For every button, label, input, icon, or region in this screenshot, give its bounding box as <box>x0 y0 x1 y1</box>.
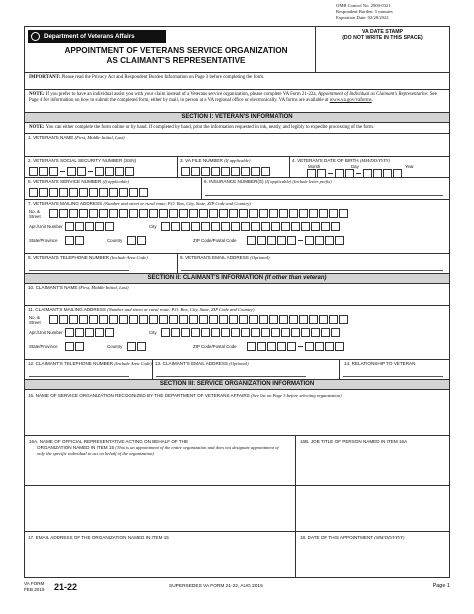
va-file-number-hint: (If applicable) <box>224 158 251 163</box>
relationship-label: 14. RELATIONSHIP TO VETERAN <box>344 361 416 366</box>
claimant-contact-row <box>25 360 449 380</box>
veteran-state-boxes[interactable] <box>65 236 85 245</box>
veteran-email-label: 9. VETERAN'S EMAIL ADDRESS <box>180 255 249 260</box>
veteran-phone-label: 8. VETERAN'S TELEPHONE NUMBER <box>28 255 109 260</box>
claimant-name-field[interactable] <box>25 284 449 306</box>
claimant-city-boxes[interactable] <box>161 328 341 337</box>
section-1-note-text: You can either complete the form online or by hand. If completed by hand, print the information requested in ink, neatly, and legibly to expedite processing of the form. <box>45 125 375 130</box>
va-date-stamp-area <box>315 27 449 72</box>
omb-control: OMB Control No. 2900-0321 <box>336 3 391 8</box>
claimant-name-hint: (First, Middle Initial, Last) <box>78 285 129 290</box>
job-title-label: 16B. JOB TITLE OF PERSON NAMED IN ITEM 16A <box>300 439 408 444</box>
veteran-city-label: City <box>149 224 157 229</box>
appointment-date-label: 18. DATE OF THIS APPOINTMENT <box>300 535 374 540</box>
va-file-number-label: 3. VA FILE NUMBER <box>180 158 223 163</box>
veteran-address-hint: (Number and street or rural route, P.O. Box, City, State, ZIP Code and Country) <box>103 201 251 206</box>
veteran-address-block <box>25 200 449 254</box>
section-1-header: SECTION I: VETERAN'S INFORMATION <box>25 113 449 123</box>
form-number: 21-22 <box>54 582 78 592</box>
representative-input-area[interactable] <box>25 486 449 532</box>
claimant-address-block <box>25 306 449 360</box>
claimant-address-label: 11. CLAIMANT'S MAILING ADDRESS <box>28 307 106 312</box>
note-representative: NOTE: If you prefer to have an individual assist you with your claim instead of a Veterans service organization, please complete VA Form 21-22a, Appointment of Individual as Claimant's Representative. See Page 4 for information on how to submit the completed form, either by mail, in person at a VA regional office or electronically. VA forms are available at www.va.gov/vaforms. <box>25 90 449 113</box>
veteran-street-label-1: No. & <box>29 209 40 214</box>
claimant-phone-input[interactable] <box>29 376 129 377</box>
veteran-apt-label: Apt./Unit Number <box>29 224 63 229</box>
important-lead: IMPORTANT: <box>29 75 61 80</box>
service-number-boxes[interactable] <box>29 188 149 197</box>
form-title <box>31 46 321 66</box>
service-insurance-row <box>25 178 449 200</box>
vaforms-link[interactable]: www.va.gov/vaforms <box>329 98 372 104</box>
org-email-label: 17. EMAIL ADDRESS OF THE ORGANIZATION NAMED IN ITEM 15 <box>28 535 169 540</box>
claimant-email-hint: (Optional) <box>229 361 249 366</box>
appointment-date-hint: (MM/DD/YYYY) <box>374 535 405 540</box>
omb-info <box>336 3 466 21</box>
veteran-name-label: 1. VETERAN'S NAME <box>28 135 74 140</box>
claimant-phone-label: 12. CLAIMANT'S TELEPHONE NUMBER <box>28 361 114 366</box>
dob-hint: (MM/DD/YYYY) <box>359 158 390 163</box>
veteran-email-hint: (Optional) <box>250 255 270 260</box>
claimant-email-input[interactable] <box>156 376 306 377</box>
stamp-note: (DO NOT WRITE IN THIS SPACE) <box>342 35 423 41</box>
insurance-number-input[interactable] <box>205 195 443 196</box>
form-header <box>25 27 449 73</box>
claimant-phone-hint: (Include Area Code) <box>114 361 152 366</box>
section-2-title: SECTION II: CLAIMANT'S INFORMATION <box>147 275 264 281</box>
note-text-c: See Page 4 for information on how to submit the completed form, either by mail, in person at a VA regional office or electronically. VA forms are available at <box>29 92 437 104</box>
veteran-email-input[interactable] <box>181 270 443 271</box>
stamp-label: VA DATE STAMP <box>361 29 403 35</box>
claimant-city-label: City <box>149 330 157 335</box>
dob-boxes[interactable] <box>307 169 403 178</box>
veteran-city-boxes[interactable] <box>161 222 341 231</box>
note-lead: NOTE: <box>29 92 45 97</box>
respondent-burden: Respondent Burden: 5 minutes <box>336 9 393 14</box>
claimant-apt-label: Apt./Unit Number <box>29 330 63 335</box>
veteran-country-label: Country <box>107 238 123 243</box>
important-notice <box>25 73 449 90</box>
claimant-zip-label: ZIP Code/Postal Code <box>193 344 237 349</box>
claimant-zip-boxes[interactable] <box>247 342 345 351</box>
claimant-name-label: 10. CLAIMANT'S NAME <box>28 285 78 290</box>
representative-row <box>25 436 449 486</box>
dob-label: 4. VETERAN'S DATE OF BIRTH <box>292 158 359 163</box>
page-number: Page 1 <box>432 583 450 589</box>
claimant-state-boxes[interactable] <box>65 342 85 351</box>
veteran-apt-boxes[interactable] <box>65 222 115 231</box>
claimant-state-label: State/Province <box>29 344 58 349</box>
dob-month-label: Month <box>308 164 321 169</box>
ssn-label: 2. VETERAN'S SOCIAL SECURITY NUMBER (SSN) <box>28 158 137 163</box>
ssn-boxes[interactable] <box>29 167 135 176</box>
form-title-line1: APPOINTMENT OF VETERANS SERVICE ORGANIZATION <box>64 46 288 55</box>
section-2-hint: (If other than veteran) <box>264 275 327 281</box>
service-organization-field[interactable] <box>25 390 449 436</box>
va-logo <box>28 30 166 43</box>
veteran-ids-row <box>25 157 449 178</box>
service-number-label: 5. VETERAN'S SERVICE NUMBER <box>28 179 102 184</box>
claimant-country-boxes[interactable] <box>127 342 147 351</box>
claimant-street-boxes[interactable] <box>49 315 349 324</box>
claimant-apt-boxes[interactable] <box>65 328 115 337</box>
veteran-address-label: 7. VETERAN'S MAILING ADDRESS <box>28 201 103 206</box>
claimant-email-label: 13. CLAIMANT'S EMAIL ADDRESS <box>155 361 228 366</box>
expiration-date: Expiration Date: 02/28/2022 <box>336 15 389 20</box>
org-email-date-row <box>25 532 449 578</box>
veteran-contact-row <box>25 254 449 274</box>
section-1-note-lead: NOTE: <box>29 125 45 130</box>
form-footer <box>24 580 450 608</box>
veteran-country-boxes[interactable] <box>127 236 147 245</box>
section-2-header <box>25 274 449 284</box>
relationship-input[interactable] <box>343 376 443 377</box>
service-number-hint: (If applicable) <box>102 179 129 184</box>
supersedes-note: SUPERSEDES VA FORM 21-22, AUG 2015 <box>169 584 263 589</box>
agency-name: Department of Veterans Affairs <box>44 33 135 40</box>
representative-name-label-2: ORGANIZATION NAMED IN ITEM 15 <box>37 445 114 451</box>
claimant-country-label: Country <box>107 344 123 349</box>
dob-day-label: Day <box>351 164 359 169</box>
claimant-street-label-2: Street <box>29 320 41 325</box>
veteran-street-boxes[interactable] <box>49 209 349 218</box>
dob-year-label: Year <box>405 164 414 169</box>
veteran-phone-hint: (Include Area Code) <box>110 255 148 260</box>
veteran-name-hint: (First, Middle Initial, Last) <box>74 135 125 140</box>
veteran-phone-input[interactable] <box>29 270 129 271</box>
important-text: Please read the Privacy Act and Respondent Burden Information on Page 3 before completing the form. <box>61 75 265 80</box>
footer-va-form: VA FORM <box>24 581 45 586</box>
footer-date: FEB 2019 <box>24 587 45 592</box>
veteran-zip-boxes[interactable] <box>247 236 345 245</box>
veteran-state-label: State/Province <box>29 238 58 243</box>
service-organization-hint: (See list on Page 3 before selecting organization) <box>251 393 342 398</box>
representative-name-label: 16A. NAME OF OFFICIAL REPRESENTATIVE ACTING ON BEHALF OF THE <box>29 439 189 444</box>
note-text-a: If you prefer to have an individual assist you with your claim instead of a Veterans service organization, please complete VA Form 21-22a, <box>45 92 317 97</box>
section-3-header: SECTION III: SERVICE ORGANIZATION INFORMATION <box>25 380 449 390</box>
insurance-number-hint: (If applicable) (Include letter prefix) <box>264 179 332 184</box>
claimant-address-hint: (Number and street or rural route, P.O. Box, City, State, ZIP Code and Country) <box>107 307 255 312</box>
section-1-note <box>25 123 449 134</box>
insurance-number-label: 6. INSURANCE NUMBER(S) <box>204 179 264 184</box>
representative-name-hint: (This is an appointment of the entire organization and does not designate appointment of only the specific individual to act on behalf of the organization) <box>37 445 279 457</box>
va-file-number-boxes[interactable] <box>181 167 271 176</box>
service-organization-label: 15. NAME OF SERVICE ORGANIZATION RECOGNIZED BY THE DEPARTMENT OF VETERANS AFFAIRS <box>28 393 250 398</box>
veteran-street-label-2: Street <box>29 214 41 219</box>
veteran-zip-label: ZIP Code/Postal Code <box>193 238 237 243</box>
note-text-b: Appointment of Individual as Claimant's Representative. <box>317 92 429 97</box>
veteran-name-field[interactable] <box>25 134 449 157</box>
form-21-22 <box>24 26 450 578</box>
claimant-street-label-1: No. & <box>29 315 40 320</box>
va-seal-icon <box>31 32 40 41</box>
form-title-line2: AS CLAIMANT'S REPRESENTATIVE <box>106 56 246 65</box>
